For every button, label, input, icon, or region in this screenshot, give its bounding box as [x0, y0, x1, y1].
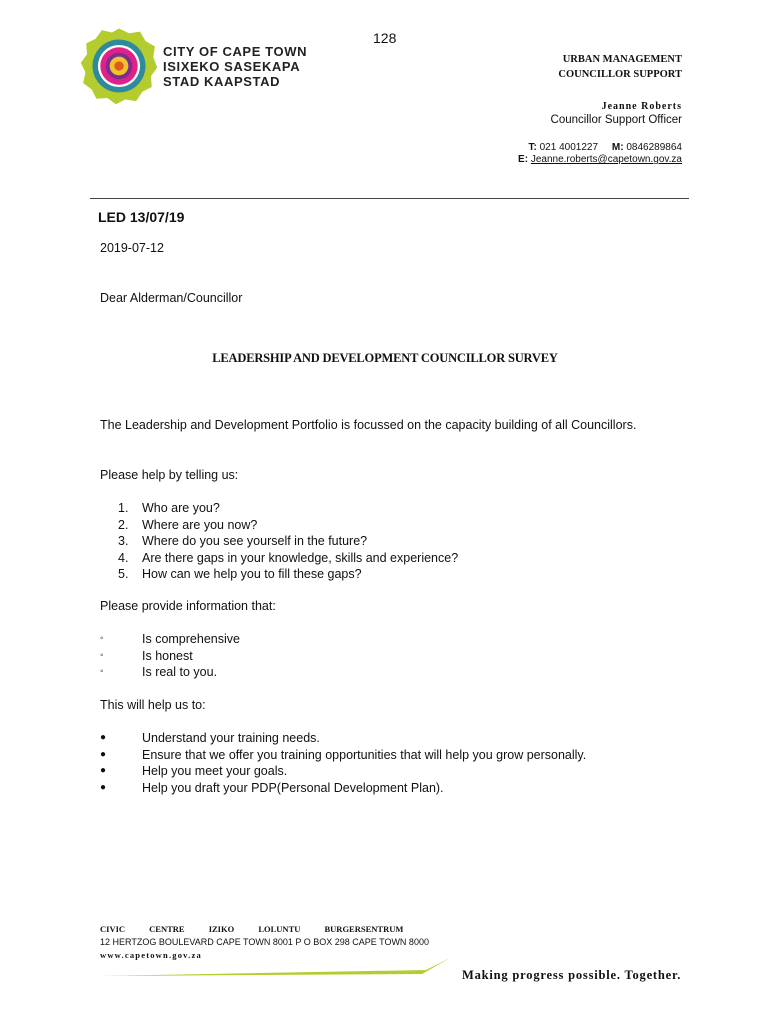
hollow-bullet-icon: ◦: [100, 649, 104, 661]
list-text: Where do you see yourself in the future?: [142, 534, 368, 548]
list-number: 3.: [118, 534, 129, 548]
survey-title: LEADERSHIP AND DEVELOPMENT COUNCILLOR SURVEY: [212, 351, 558, 365]
sender-email: [518, 154, 682, 165]
info-intro: Please provide information that:: [100, 599, 276, 613]
logo-line-2: ISIXEKO SASEKAPA: [163, 59, 301, 74]
page-number: 128: [373, 30, 397, 46]
city-of-cape-town-logo: [80, 27, 158, 105]
department-line-2: COUNCILLOR SUPPORT: [558, 69, 682, 80]
logo-line-1: CITY OF CAPE TOWN: [163, 44, 308, 59]
hollow-bullet-icon: ◦: [100, 633, 104, 644]
mobile-label: M:: [611, 142, 624, 153]
footer-swoosh: [100, 956, 452, 978]
list-number: 1.: [118, 501, 129, 515]
mobile-number: 0846289864: [626, 142, 682, 153]
reference-number: LED 13/07/19: [98, 209, 185, 225]
sender-role: Councillor Support Officer: [550, 114, 682, 126]
logo-line-3: STAD KAAPSTAD: [163, 74, 281, 89]
list-text: Are there gaps in your knowledge, skills and experience?: [142, 550, 459, 565]
bullet-icon: ●: [100, 748, 107, 760]
list-text: Where are you now?: [142, 517, 258, 532]
email-label: E:: [518, 154, 529, 165]
list-text: How can we help you to fill these gaps?: [142, 567, 362, 581]
list-number: 5.: [118, 567, 129, 581]
list-number: 4.: [118, 550, 129, 565]
footer-tagline: Making progress possible. Together.: [462, 968, 682, 982]
list-text: Is real to you.: [142, 665, 218, 679]
footer-labels: CIVIC CENTRE IZIKO LOLUNTU BURGERSENTRUM: [100, 924, 404, 934]
list-text: Ensure that we offer you training opportunities that will help you grow personally.: [142, 747, 587, 762]
list-text: Is comprehensive: [142, 632, 240, 646]
benefit-intro: This will help us to:: [100, 698, 206, 712]
bullet-icon: ●: [100, 732, 107, 743]
greeting: Dear Alderman/Councillor: [100, 291, 243, 305]
list-text: Understand your training needs.: [142, 731, 320, 745]
department-line-1: URBAN MANAGEMENT: [562, 54, 682, 65]
letter-date: 2019-07-12: [100, 241, 164, 255]
list-text: Help you meet your goals.: [142, 764, 288, 778]
sender-phones: [528, 142, 682, 153]
tel-label: T:: [528, 142, 537, 153]
email-link[interactable]: Jeanne.roberts@capetown.gov.za: [530, 154, 682, 165]
help-intro: Please help by telling us:: [100, 468, 239, 482]
list-text: Who are you?: [142, 501, 220, 515]
list-number: 2.: [118, 517, 129, 532]
hollow-bullet-icon: ◦: [100, 666, 104, 677]
logo-text: [163, 44, 307, 89]
bullet-icon: ●: [100, 765, 107, 776]
list-text: Help you draft your PDP(Personal Development Plan).: [142, 780, 444, 795]
tel-number: 021 4001227: [539, 142, 599, 153]
sender-name: Jeanne Roberts: [601, 101, 682, 112]
bullet-icon: ●: [100, 781, 107, 793]
header-divider: [90, 198, 689, 199]
footer-address: 12 HERTZOG BOULEVARD CAPE TOWN 8001 P O BOX 298 CAPE TOWN 8000: [100, 937, 429, 947]
intro-paragraph: The Leadership and Development Portfolio is focussed on the capacity building of all Councillors.: [100, 418, 637, 432]
list-text: Is honest: [142, 648, 193, 663]
footer-website: www.capetown.gov.za: [100, 950, 202, 960]
